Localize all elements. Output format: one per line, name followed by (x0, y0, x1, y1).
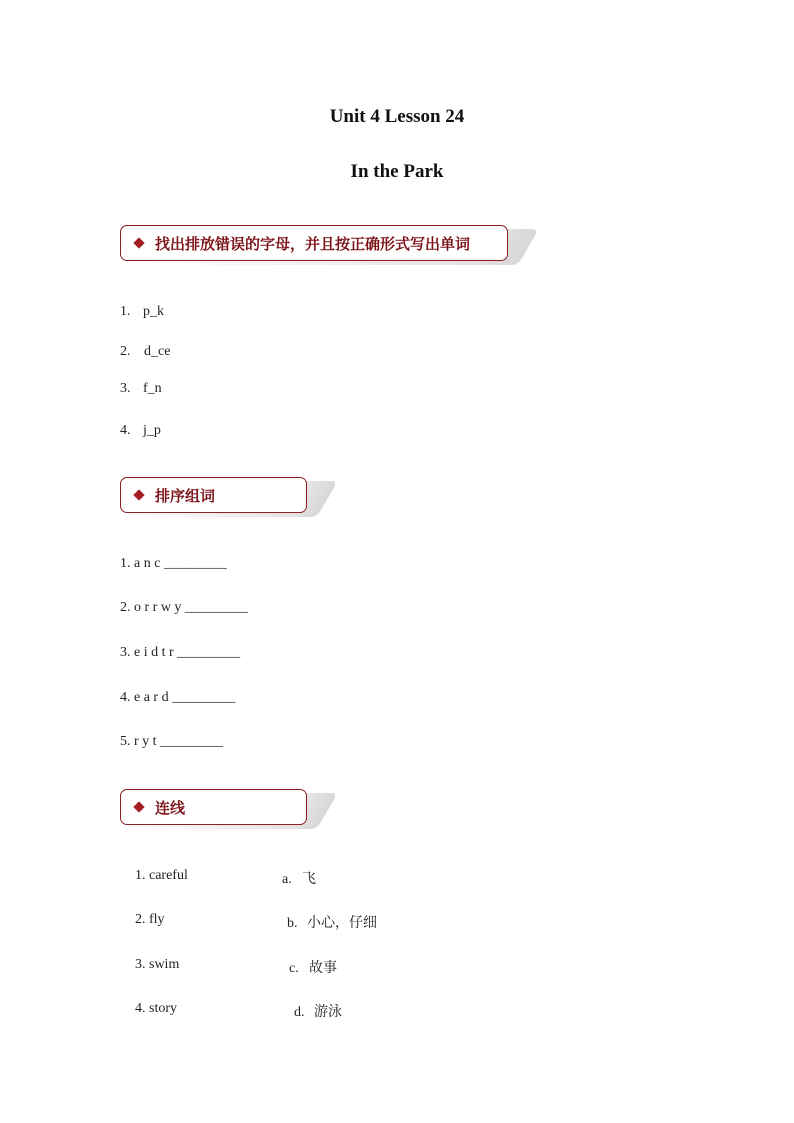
page-title: Unit 4 Lesson 24 (329, 106, 465, 127)
exercise-item: 5. r y t _________ (120, 734, 224, 749)
match-letter: b. (287, 916, 298, 931)
match-left-item: 2. fly (135, 912, 165, 927)
list-item (120, 381, 162, 397)
item-number: 1. (120, 304, 131, 319)
item-text: d_ce (144, 344, 171, 359)
diamond-bullet-icon (133, 237, 144, 248)
list-item (120, 423, 161, 439)
section-label: 找出排放错误的字母，并且按正确形式写出单词 (155, 234, 471, 253)
section-label: 连线 (155, 798, 186, 817)
match-letter: d. (294, 1005, 305, 1020)
list-item (120, 344, 170, 360)
match-right-item (294, 1001, 342, 1021)
diamond-bullet-icon (133, 489, 144, 500)
match-letter: a. (282, 872, 292, 887)
section-header-3 (120, 789, 307, 825)
page-subtitle: In the Park (350, 161, 444, 182)
section-label: 排序组词 (155, 486, 216, 505)
match-letter: c. (289, 961, 299, 976)
section-header-2 (120, 477, 307, 513)
match-left-item: 1. careful (135, 868, 188, 883)
match-meaning: 游泳 (314, 1004, 342, 1020)
item-text: j_p (143, 423, 161, 438)
section-box (120, 477, 307, 513)
section-box (120, 789, 307, 825)
exercise-item: 4. e a r d _________ (120, 690, 236, 705)
item-text: p_k (143, 304, 164, 319)
match-meaning: 故事 (309, 960, 337, 976)
section-box (120, 225, 508, 261)
match-right-item (282, 868, 316, 888)
match-meaning: 小心，仔细 (307, 915, 377, 931)
item-number: 4. (120, 423, 131, 438)
diamond-bullet-icon (133, 801, 144, 812)
match-right-item (289, 957, 337, 977)
match-right-item (287, 912, 377, 932)
exercise-item: 2. o r r w y _________ (120, 600, 248, 615)
match-left-item: 3. swim (135, 957, 180, 972)
match-left-item: 4. story (135, 1001, 177, 1016)
exercise-item: 1. a n c _________ (120, 556, 227, 571)
item-text: f_n (143, 381, 162, 396)
item-number: 3. (120, 381, 131, 396)
list-item (120, 304, 164, 320)
match-meaning: 飞 (302, 871, 316, 887)
exercise-item: 3. e i d t r _________ (120, 645, 241, 660)
section-header-1 (120, 225, 508, 261)
item-number: 2. (120, 344, 131, 359)
